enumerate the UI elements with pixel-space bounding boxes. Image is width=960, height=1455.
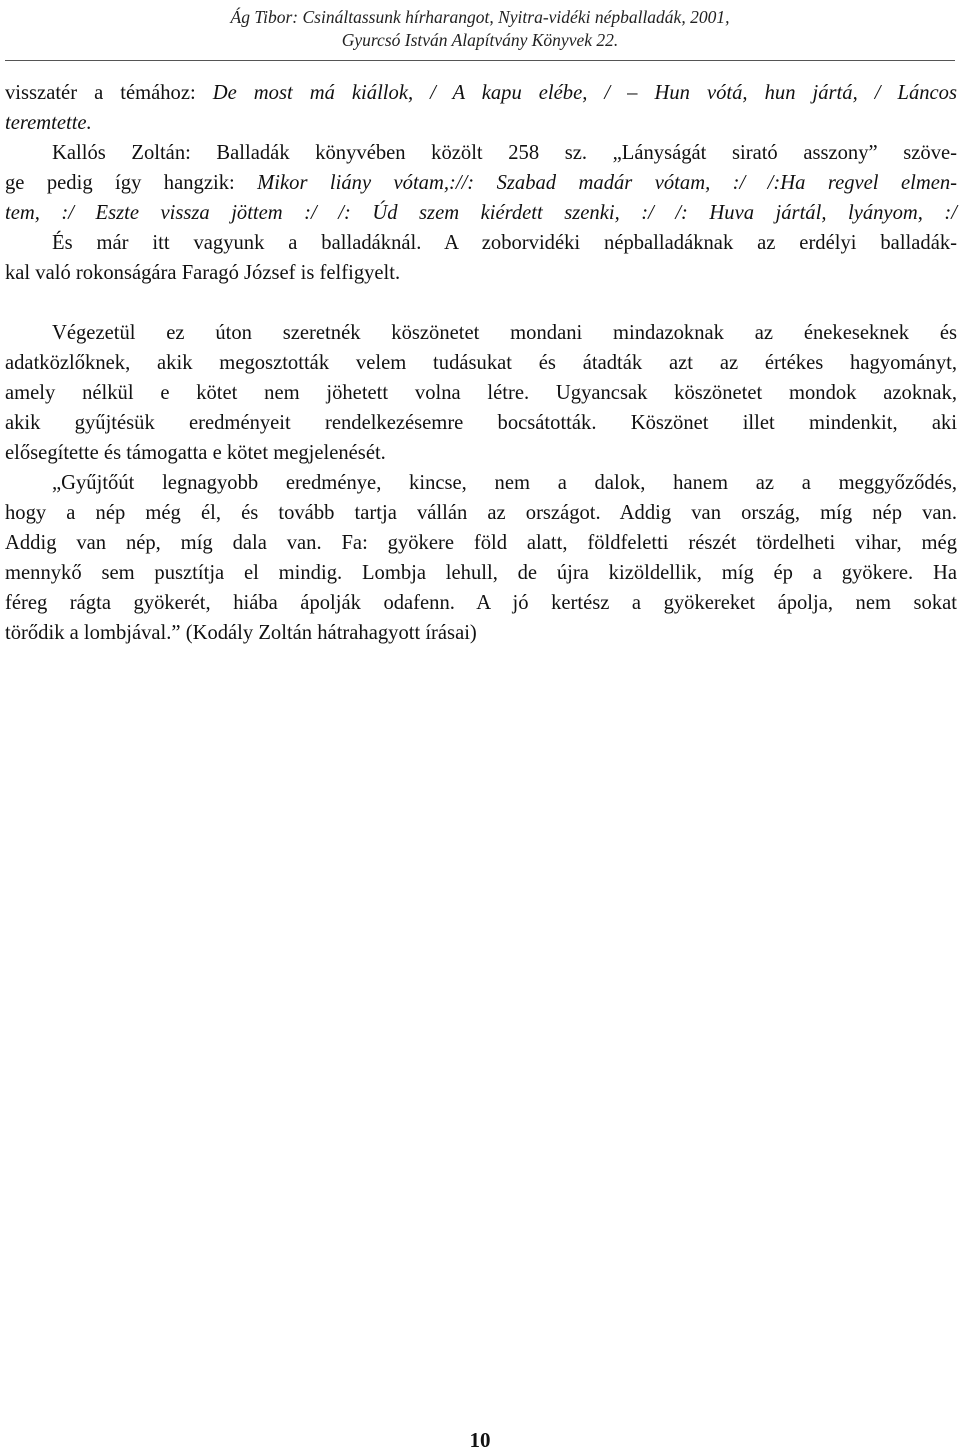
quote-italic: De most má kiállok, / A kapu elébe, / – Hun vótá, hun jártá, / Láncos xyxy=(212,82,957,104)
paragraph-1 xyxy=(5,78,957,138)
text-line: Kallós Zoltán: Balladák könyvében közölt 258 sz. „Lányságát sirató asszony” szöve- xyxy=(52,142,957,164)
page-body xyxy=(5,78,957,648)
text-line: Addig van nép, míg dala van. Fa: gyökere föld alatt, földfeletti részét tördelheti vihar, még xyxy=(5,532,957,554)
text-line: És már itt vagyunk a balladáknál. A zoborvidéki népballadáknak az erdélyi balladák- xyxy=(52,232,957,254)
text-line: „Gyűjtőút legnagyobb eredménye, kincse, nem a dalok, hanem az a meggyőződés, xyxy=(52,472,957,494)
header-line-1: Ág Tibor: Csináltassunk hírharangot, Nyitra-vidéki népballadák, 2001, xyxy=(230,7,730,27)
quote-italic: Mikor liány vótam,://: Szabad madár vótam, :/ /:Ha regvel elmen- xyxy=(257,172,957,194)
paragraph-2 xyxy=(5,138,957,288)
paragraph-3 xyxy=(5,318,957,468)
paragraph-4-quote xyxy=(5,468,957,648)
text-span: ge pedig így hangzik: xyxy=(5,172,258,194)
text-line: tem, :/ Eszte vissza jöttem :/ /: Úd szem kiérdett szenki, :/ /: Huva jártál, lyányom, :/ xyxy=(5,202,957,224)
text-line: teremtette. xyxy=(5,112,92,134)
text-line: mennykő sem pusztítja el mindig. Lombja lehull, de újra kizöldellik, míg ép a gyökere. Ha xyxy=(5,562,957,584)
text-line: féreg rágta gyökerét, hiába ápolják odafenn. A jó kertész a gyökereket ápolja, nem sokat xyxy=(5,592,957,614)
header-divider xyxy=(5,60,955,61)
text-span: visszatér a témához: xyxy=(5,82,213,104)
text-line: amely nélkül e kötet nem jöhetett volna létre. Ugyancsak köszönetet mondok azoknak, xyxy=(5,382,957,404)
text-line: akik gyűjtésük eredményeit rendelkezésemre bocsátották. Köszönet illet mindenkit, aki xyxy=(5,412,957,434)
text-line xyxy=(5,168,957,198)
text-line: adatközlőknek, akik megosztották velem tudásukat és átadták azt az értékes hagyományt, xyxy=(5,352,957,374)
text-line: elősegítette és támogatta e kötet megjelenését. xyxy=(5,442,386,464)
text-line: törődik a lombjával.” (Kodály Zoltán hátrahagyott írásai) xyxy=(5,622,477,644)
running-header xyxy=(0,6,960,52)
page-number: 10 xyxy=(469,1428,491,1452)
text-line xyxy=(5,78,957,108)
text-line: kal való rokonságára Faragó József is felfigyelt. xyxy=(5,262,401,284)
paragraph-gap xyxy=(5,288,957,318)
text-line: hogy a nép még él, és tovább tartja vállán az országot. Addig van ország, míg nép van. xyxy=(5,502,957,524)
text-line: Végezetül ez úton szeretnék köszönetet mondani mindazoknak az énekeseknek és xyxy=(52,322,957,344)
header-line-2: Gyurcsó István Alapítvány Könyvek 22. xyxy=(341,30,619,50)
